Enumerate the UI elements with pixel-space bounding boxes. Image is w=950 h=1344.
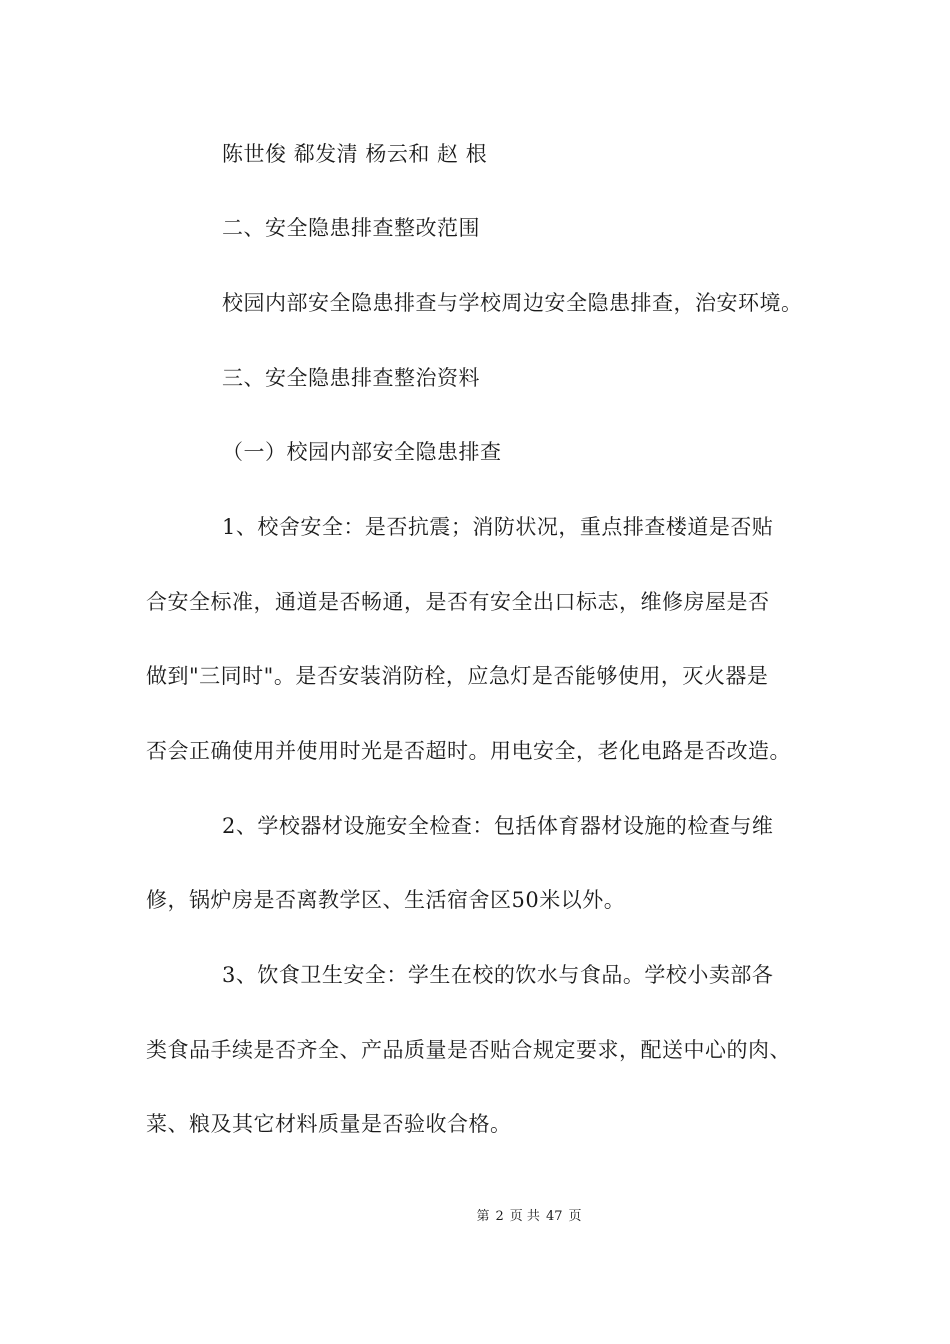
paragraph-line: 类食品手续是否齐全、产品质量是否贴合规定要求，配送中心的肉、 [146,1038,791,1062]
subsection-heading-internal: （一）校园内部安全隐患排查 [222,440,502,464]
paragraph-line: 3、饮食卫生安全：学生在校的饮水与食品。学校小卖部各 [222,963,774,987]
footer-page-number: 2 [495,1209,504,1224]
section-heading-content: 三、安全隐患排查整治资料 [222,366,480,390]
footer-middle: 页 共 [509,1209,540,1224]
committee-members-line: 陈世俊 郗发清 杨云和 赵 根 [222,142,488,166]
footer-suffix: 页 [568,1209,582,1224]
footer-prefix: 第 [476,1209,490,1224]
paragraph-line: 做到"三同时"。是否安装消防栓，应急灯是否能够使用，灭火器是 [146,664,769,688]
paragraph-line: 合安全标准，通道是否畅通，是否有安全出口标志，维修房屋是否 [146,590,770,614]
paragraph-line: 修，锅炉房是否离教学区、生活宿舍区50米以外。 [146,888,626,912]
paragraph-line: 菜、粮及其它材料质量是否验收合格。 [146,1112,512,1136]
paragraph-line: 否会正确使用并使用时光是否超时。用电安全，老化电路是否改造。 [146,739,791,763]
section-heading-scope: 二、安全隐患排查整改范围 [222,216,480,240]
paragraph-line: 1、校舍安全：是否抗震；消防状况，重点排查楼道是否贴 [222,515,774,539]
footer-total-pages: 47 [545,1209,563,1224]
scope-paragraph: 校园内部安全隐患排查与学校周边安全隐患排查，治安环境。 [222,291,803,315]
paragraph-line: 2、学校器材设施安全检查：包括体育器材设施的检查与维 [222,814,774,838]
page-footer [0,1208,950,1226]
